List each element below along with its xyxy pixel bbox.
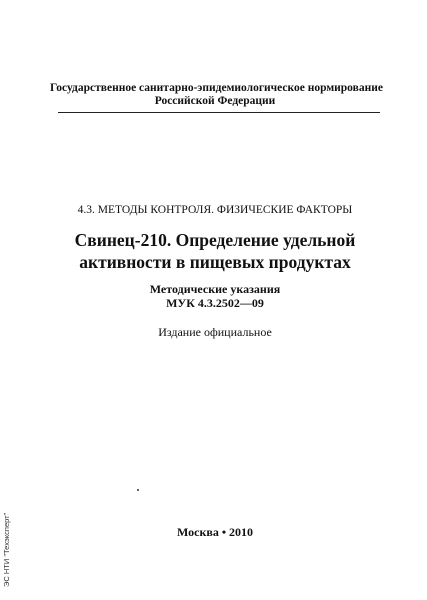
side-stamp-text: ЭС НТИ "Техэксперт" [2,512,11,587]
edition-label: Издание официальное [158,325,272,339]
publication-place-year: Москва • 2010 [176,525,254,539]
scan-speck [137,489,139,491]
header-block [50,82,383,108]
document-title-line-1: Свинец-210. Определение удельной [74,230,356,250]
header-line-2: Российской Федерации [154,95,276,107]
document-title-line-2: активности в пищевых продуктах [79,252,351,272]
document-code: МУК 4.3.2502—09 [166,296,264,310]
header-line-1: Государственное санитарно-эпидемиологическое нормирование [50,82,383,94]
document-title [40,229,390,273]
side-stamp [0,495,14,587]
header-divider [58,112,380,113]
document-type-block [50,282,380,310]
document-type: Методические указания [149,282,281,296]
section-title: 4.3. МЕТОДЫ КОНТРОЛЯ. ФИЗИЧЕСКИЕ ФАКТОРЫ [77,204,353,216]
